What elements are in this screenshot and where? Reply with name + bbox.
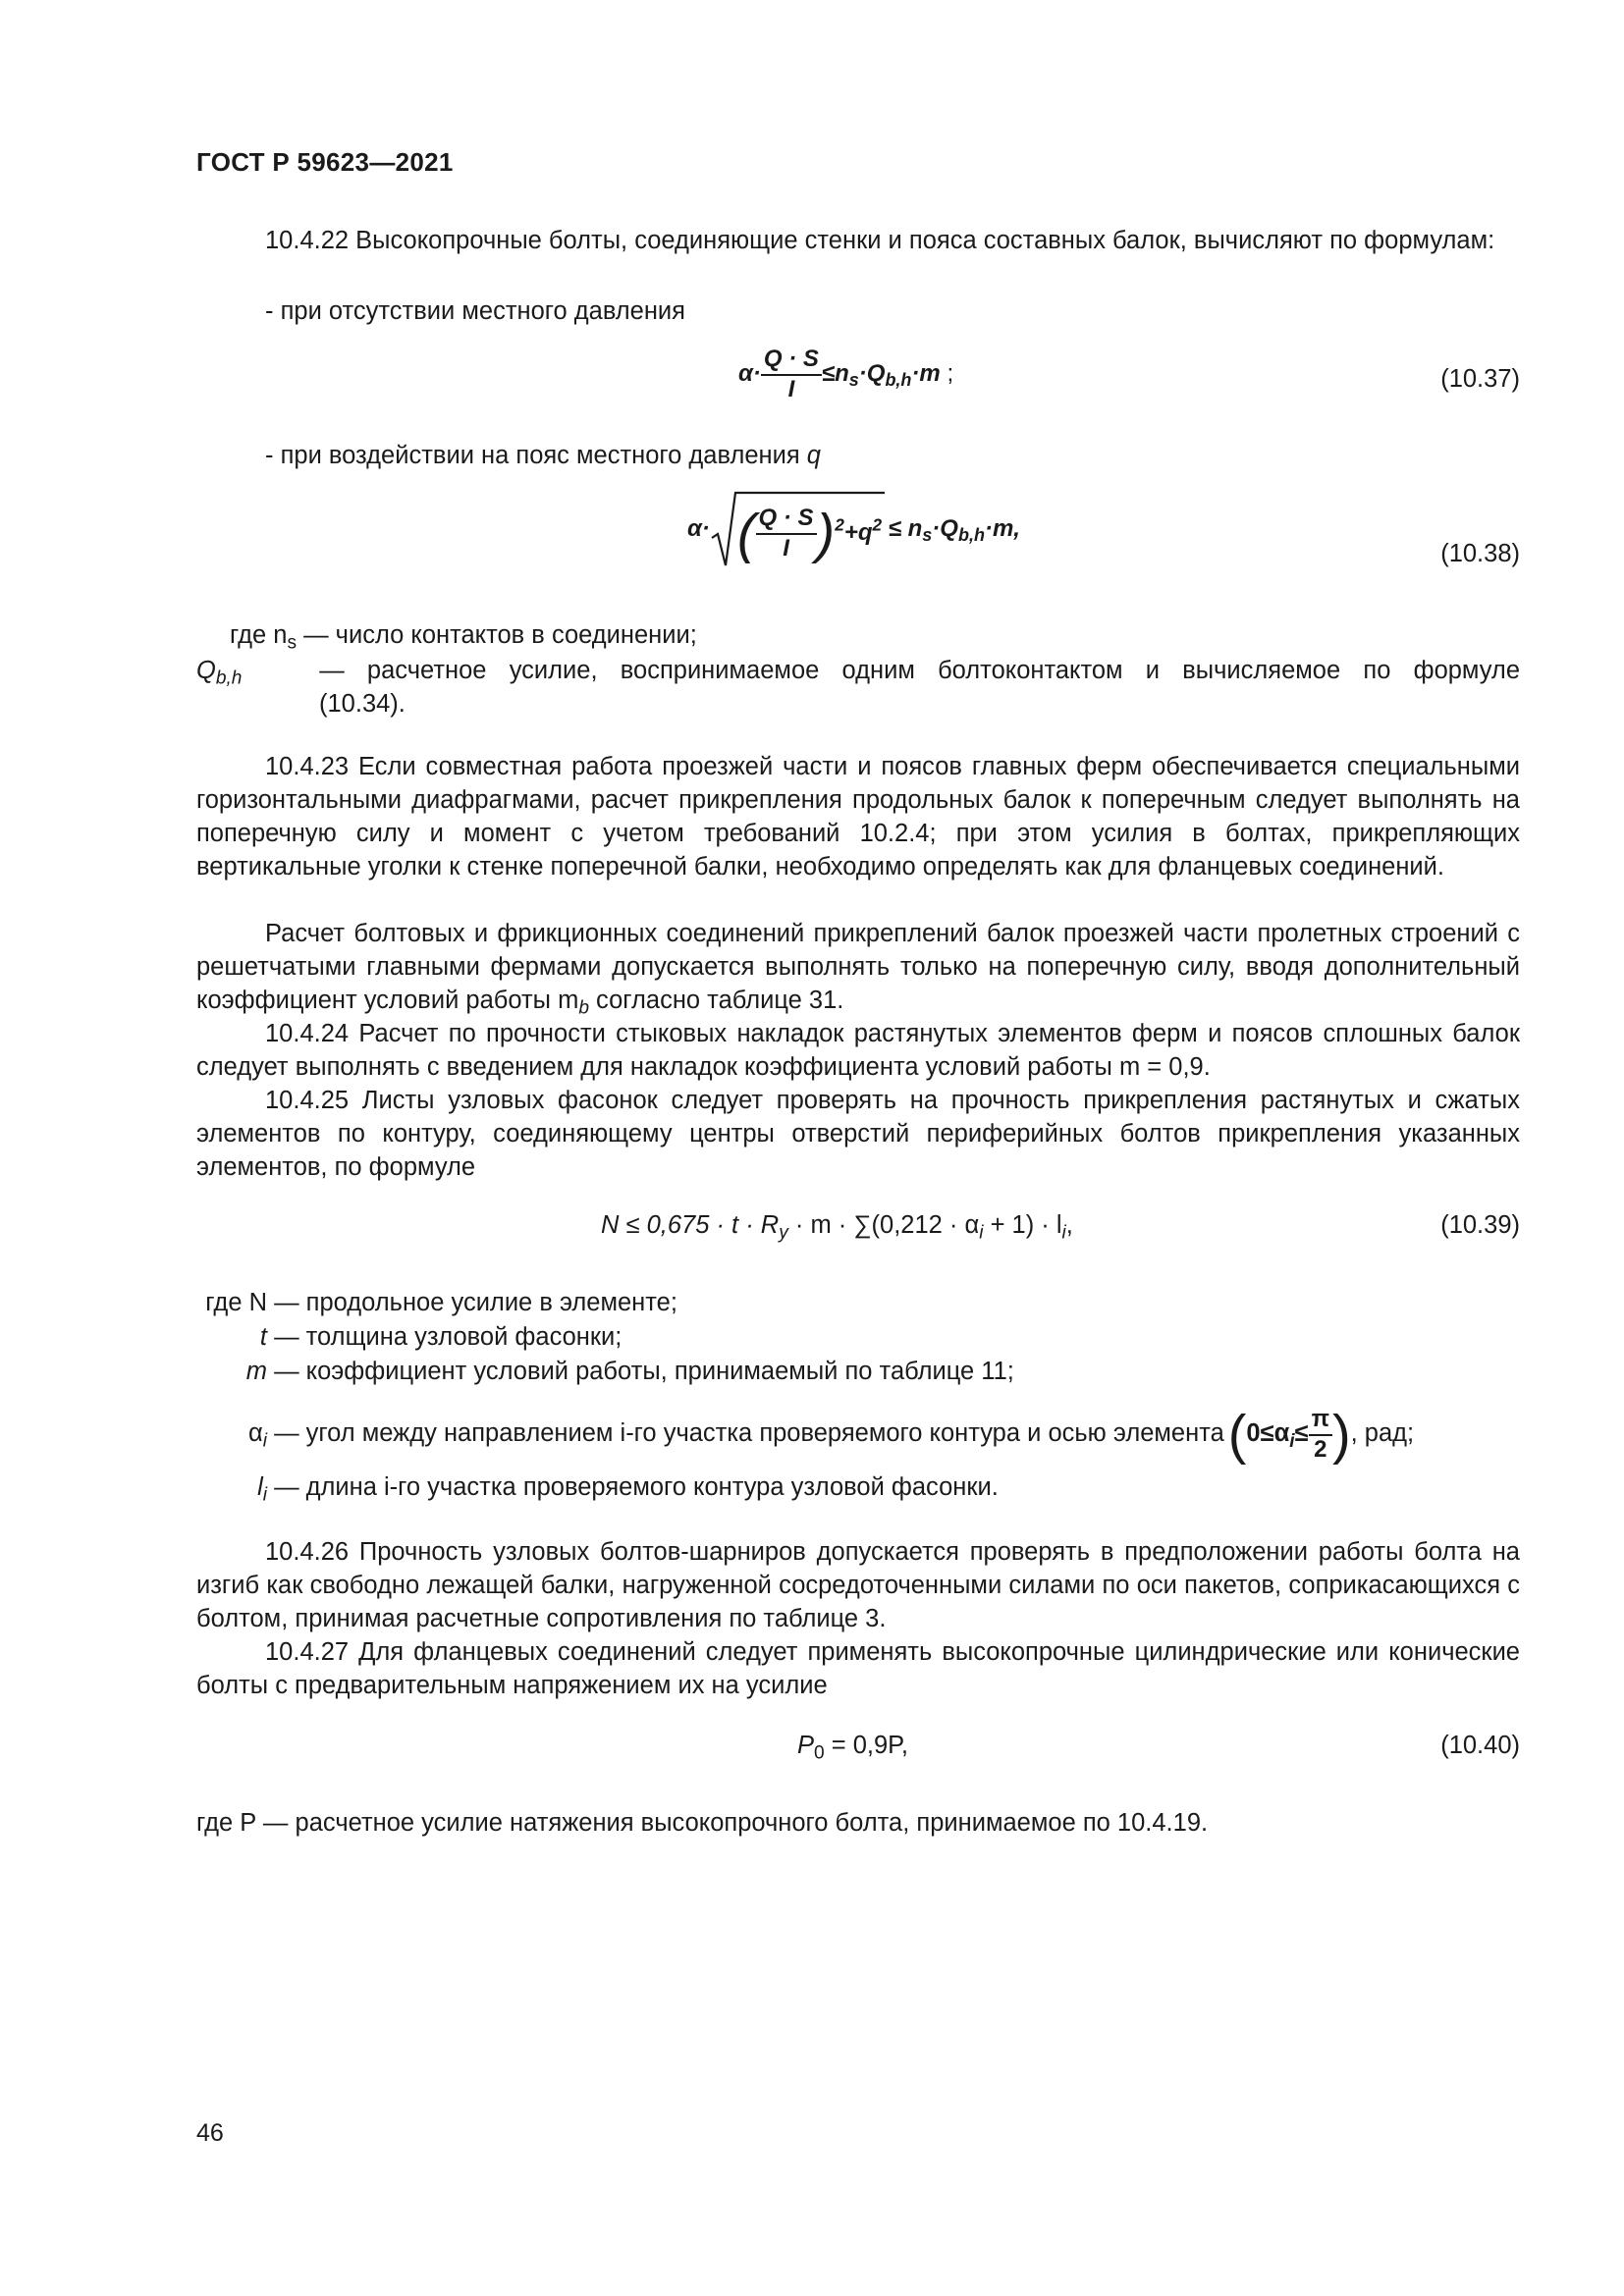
denominator: I [783,535,789,561]
definition-term: α [248,1419,263,1448]
formula-end: ; [940,359,954,387]
denominator: 2 [1314,1436,1327,1463]
plus-q: +q [843,518,873,546]
rhs-m: ·m [911,359,941,387]
case-no-local-pressure: - при отсутствии местного давления [265,297,685,325]
definition-term: где N [205,1289,267,1316]
rhs-q: ·Q [858,359,886,387]
definition-term: где n [229,621,288,649]
paragraph-10-4-26: 10.4.26 Прочность узловых болтов-шарниров допускается проверять в предположении работы болта на изгиб как свободно лежащей балки, нагруженной сосредоточенными силами по оси пакетов, соприкасающихся с болтом, принимая расчетные сопротивления по таблице 3. [196,1538,1520,1632]
definition-t [196,1320,622,1354]
formula-number-10-38: (10.38) [1440,540,1520,567]
definition-term: m [245,1358,267,1385]
subscript: i [979,1222,984,1244]
subscript: b,h [885,370,912,391]
formula-part: , [1065,1211,1073,1239]
definition-alpha [196,1403,1415,1466]
definition-qbh [196,654,1520,687]
alpha-symbol: α· [687,514,710,542]
exponent: 2 [835,514,844,535]
exponent: 2 [872,514,883,535]
formula-number-10-39: (10.39) [1440,1211,1520,1239]
definition-text: — толщина узловой фасонки; [267,1323,623,1351]
subscript: i [262,1430,267,1452]
case-local-pressure [265,439,821,472]
subscript: i [262,1484,267,1506]
paragraph-text: Расчет болтовых и фрикционных соединений прикреплений балок проезжей части пролетных строений с решетчатыми главными фермами допускается выполнять только на поперечную силу, вводя дополнительный коэффициент условий работы m [196,920,1520,1014]
subscript: y [779,1222,788,1244]
definition-qbh-continued: (10.34). [319,690,406,718]
fraction [761,346,822,403]
numerator: π [1309,1406,1332,1436]
definition-term: Q [196,657,216,684]
formula-10-39 [601,1211,1073,1244]
subscript: s [848,370,859,391]
paragraph-text: согласно таблице 31. [588,987,844,1014]
rhs-n: ≤ n [882,514,923,542]
subscript: 0 [814,1742,825,1764]
alpha-symbol: α [738,359,753,387]
formula-part: + 1) · l [983,1211,1062,1239]
formula-part: = 0,9P, [824,1732,908,1759]
document-header: ГОСТ Р 59623—2021 [196,147,454,177]
definition-term: t [259,1323,267,1351]
range-part: 0≤α [1246,1419,1290,1448]
definition-text: — расчетное усилие, воспринимаемое одним болтоконтактом и вычисляемое по формуле [297,657,1520,684]
definition-text: — коэффициент условий работы, принимаемый по таблице 11; [267,1358,1014,1385]
definition-m [196,1355,1014,1388]
subscript: b [578,997,589,1019]
alpha-range: ($0\le\alpha_i\le$ $\frac{\pi}{2}$ ) [1227,1403,1351,1466]
square-root: ( $\frac{Q \cdot S}{I}$ )$^2+q^2$ [710,497,882,562]
page-number: 46 [196,2119,224,2147]
rhs-m: ·m, [984,514,1020,542]
subscript: i [1289,1430,1295,1452]
definition-li [196,1470,999,1504]
definition-text: — угол между направлением i-го участка проверяемого контура и осью элемента [267,1419,1224,1448]
subscript: b,h [215,667,243,689]
definition-text: — длина i-го участка проверяемого контура узловой фасонки. [267,1473,999,1501]
paragraph-10-4-27: 10.4.27 Для фланцевых соединений следует применять высокопрочные цилиндрические или конические болты с предварительным напряжением их на усилие [196,1638,1520,1699]
numerator: Q · S [756,505,817,535]
range-part: ≤ [1294,1419,1309,1448]
rhs-q: ·Q [932,514,958,542]
sqrt-sign-icon [710,489,887,571]
definition-text: — число контактов в соединении; [297,621,697,649]
definition-term: l [257,1473,263,1501]
formula-10-37: α· $\frac{Q \cdot S}{I}$ $\le n_s\cdot Q_{b,h}\cdot m$ ; [738,346,954,402]
case-text: - при воздействии на пояс местного давления [265,442,807,469]
definition-N [196,1286,677,1319]
formula-part: P [797,1732,815,1759]
definition-text: — продольное усилие в элементе; [267,1289,677,1316]
numerator: Q · S [761,346,822,376]
definition-ns [196,618,697,652]
definition-P: где P — расчетное усилие натяжения высокопрочного болта, принимаемое по 10.4.19. [196,1809,1209,1837]
subscript: s [287,632,297,654]
paragraph-10-4-23-second [196,917,1520,1017]
formula-number-10-37: (10.37) [1440,365,1520,393]
formula-part: · m · ∑(0,212 · α [787,1211,980,1239]
paragraph-10-4-23: 10.4.23 Если совместная работа проезжей части и поясов главных ферм обеспечивается специальными горизонтальными диафрагмами, расчет прикрепления продольных балок к поперечным следует выполнять на поперечную силу и момент с учетом требований 10.2.4; при этом усилия в болтах, прикрепляющих вертикальные уголки к стенке поперечной балки, необходимо определять как для фланцевых соединений. [196,753,1520,881]
paragraph-10-4-25: 10.4.25 Листы узловых фасонок следует проверять на прочность прикрепления растянутых и сжатых элементов по контуру, соединяющему центры отверстий периферийных болтов прикрепления указанных элементов, по формуле [196,1087,1520,1181]
paragraph-10-4-24: 10.4.24 Расчет по прочности стыковых накладок растянутых элементов ферм и поясов сплошных балок следует выполнять с введением для накладок коэффициента условий работы m = 0,9. [196,1020,1520,1081]
formula-part: N ≤ 0,675 · t · R [601,1211,780,1239]
subscript: i [1061,1222,1066,1244]
subscript: b,h [957,525,985,546]
paragraph-10-4-22: 10.4.22 Высокопрочные болты, соединяющие стенки и пояса составных балок, вычисляют по формулам: [265,227,1495,254]
formula-10-40 [797,1732,908,1764]
range-suffix: , рад; [1350,1419,1415,1448]
formula-10-38 [687,497,1020,562]
denominator: I [787,376,795,402]
rhs-n: ≤n [821,359,849,387]
variable-q: q [806,442,821,469]
formula-number-10-40: (10.40) [1440,1732,1520,1759]
subscript: s [922,525,933,546]
